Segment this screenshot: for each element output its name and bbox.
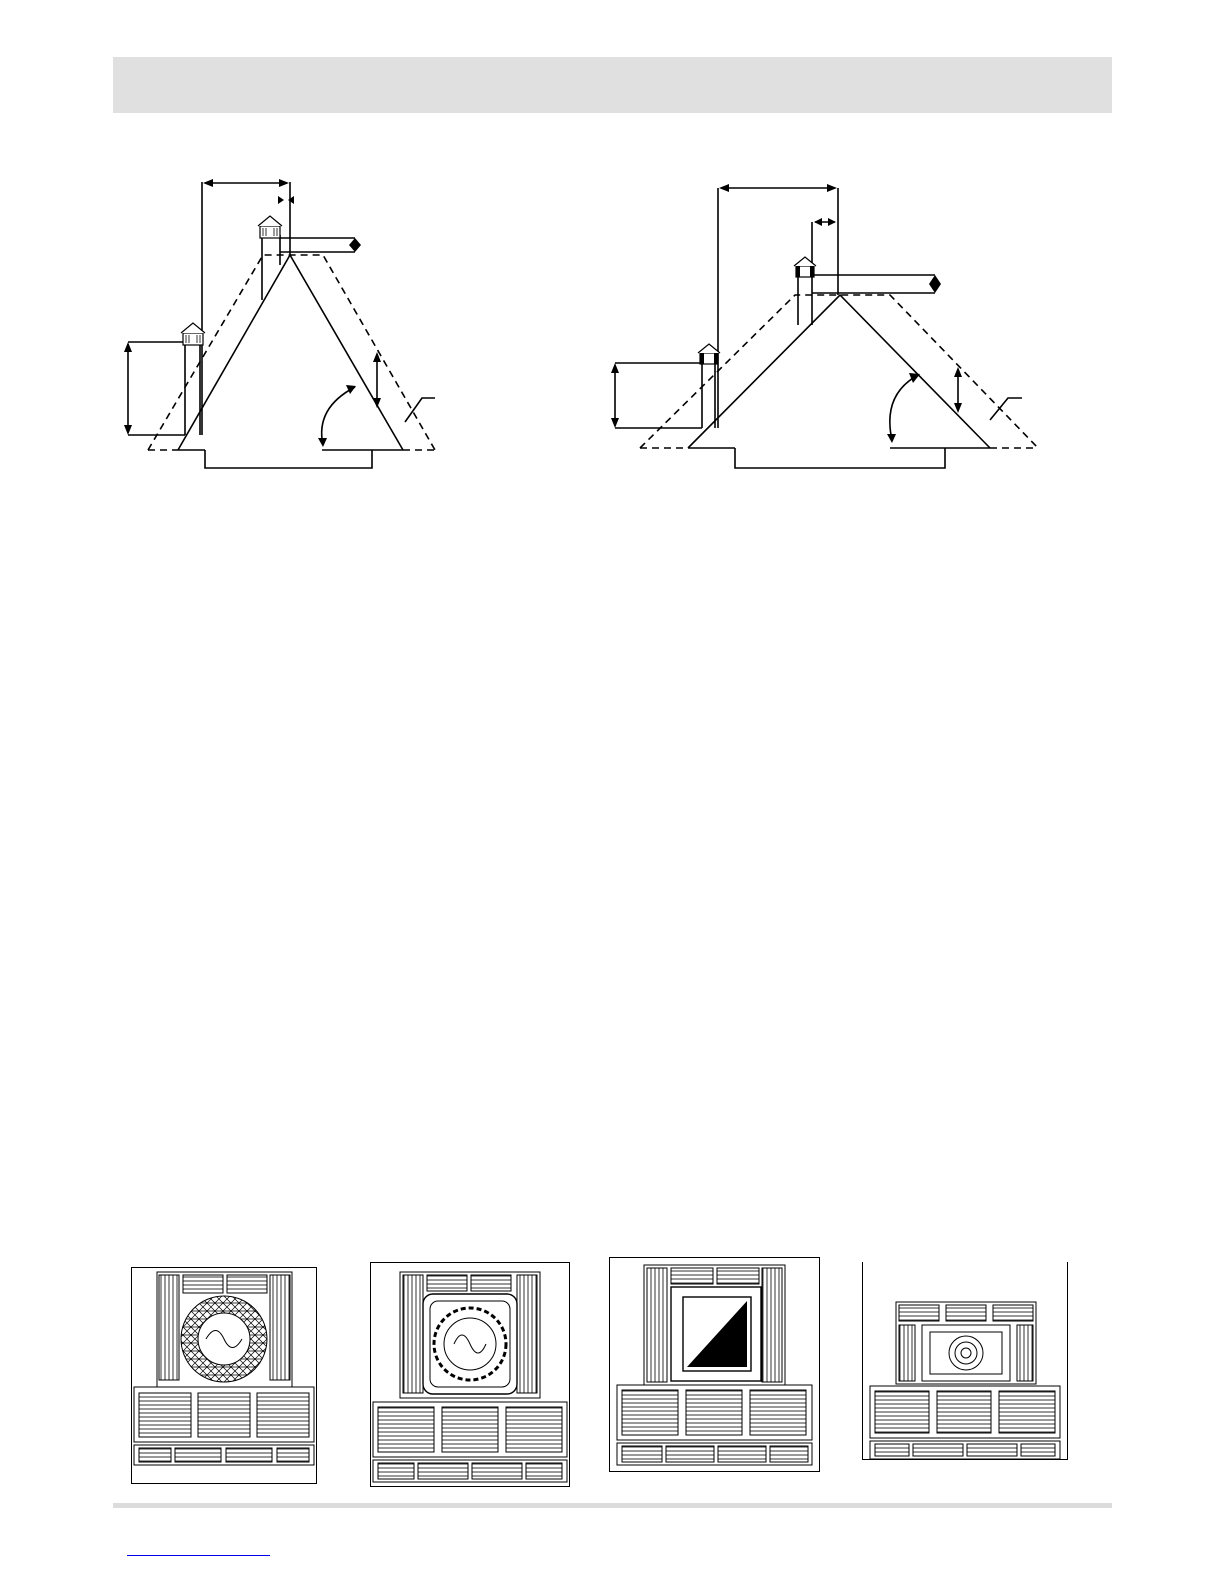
- hearth-illustration-small-insert: [862, 1262, 1068, 1470]
- roof-chimney-diagram-right: [600, 170, 1060, 480]
- footer-link-underline[interactable]: [127, 1555, 270, 1556]
- hearth-illustration-square-ornament: [370, 1262, 570, 1487]
- hearth-illustration-square-glass: [609, 1257, 820, 1472]
- footer-rule: [113, 1503, 1112, 1508]
- page-header-bar: [113, 57, 1112, 113]
- hearth-illustration-circle-lattice: [131, 1267, 317, 1484]
- roof-chimney-diagram-left: [110, 170, 460, 480]
